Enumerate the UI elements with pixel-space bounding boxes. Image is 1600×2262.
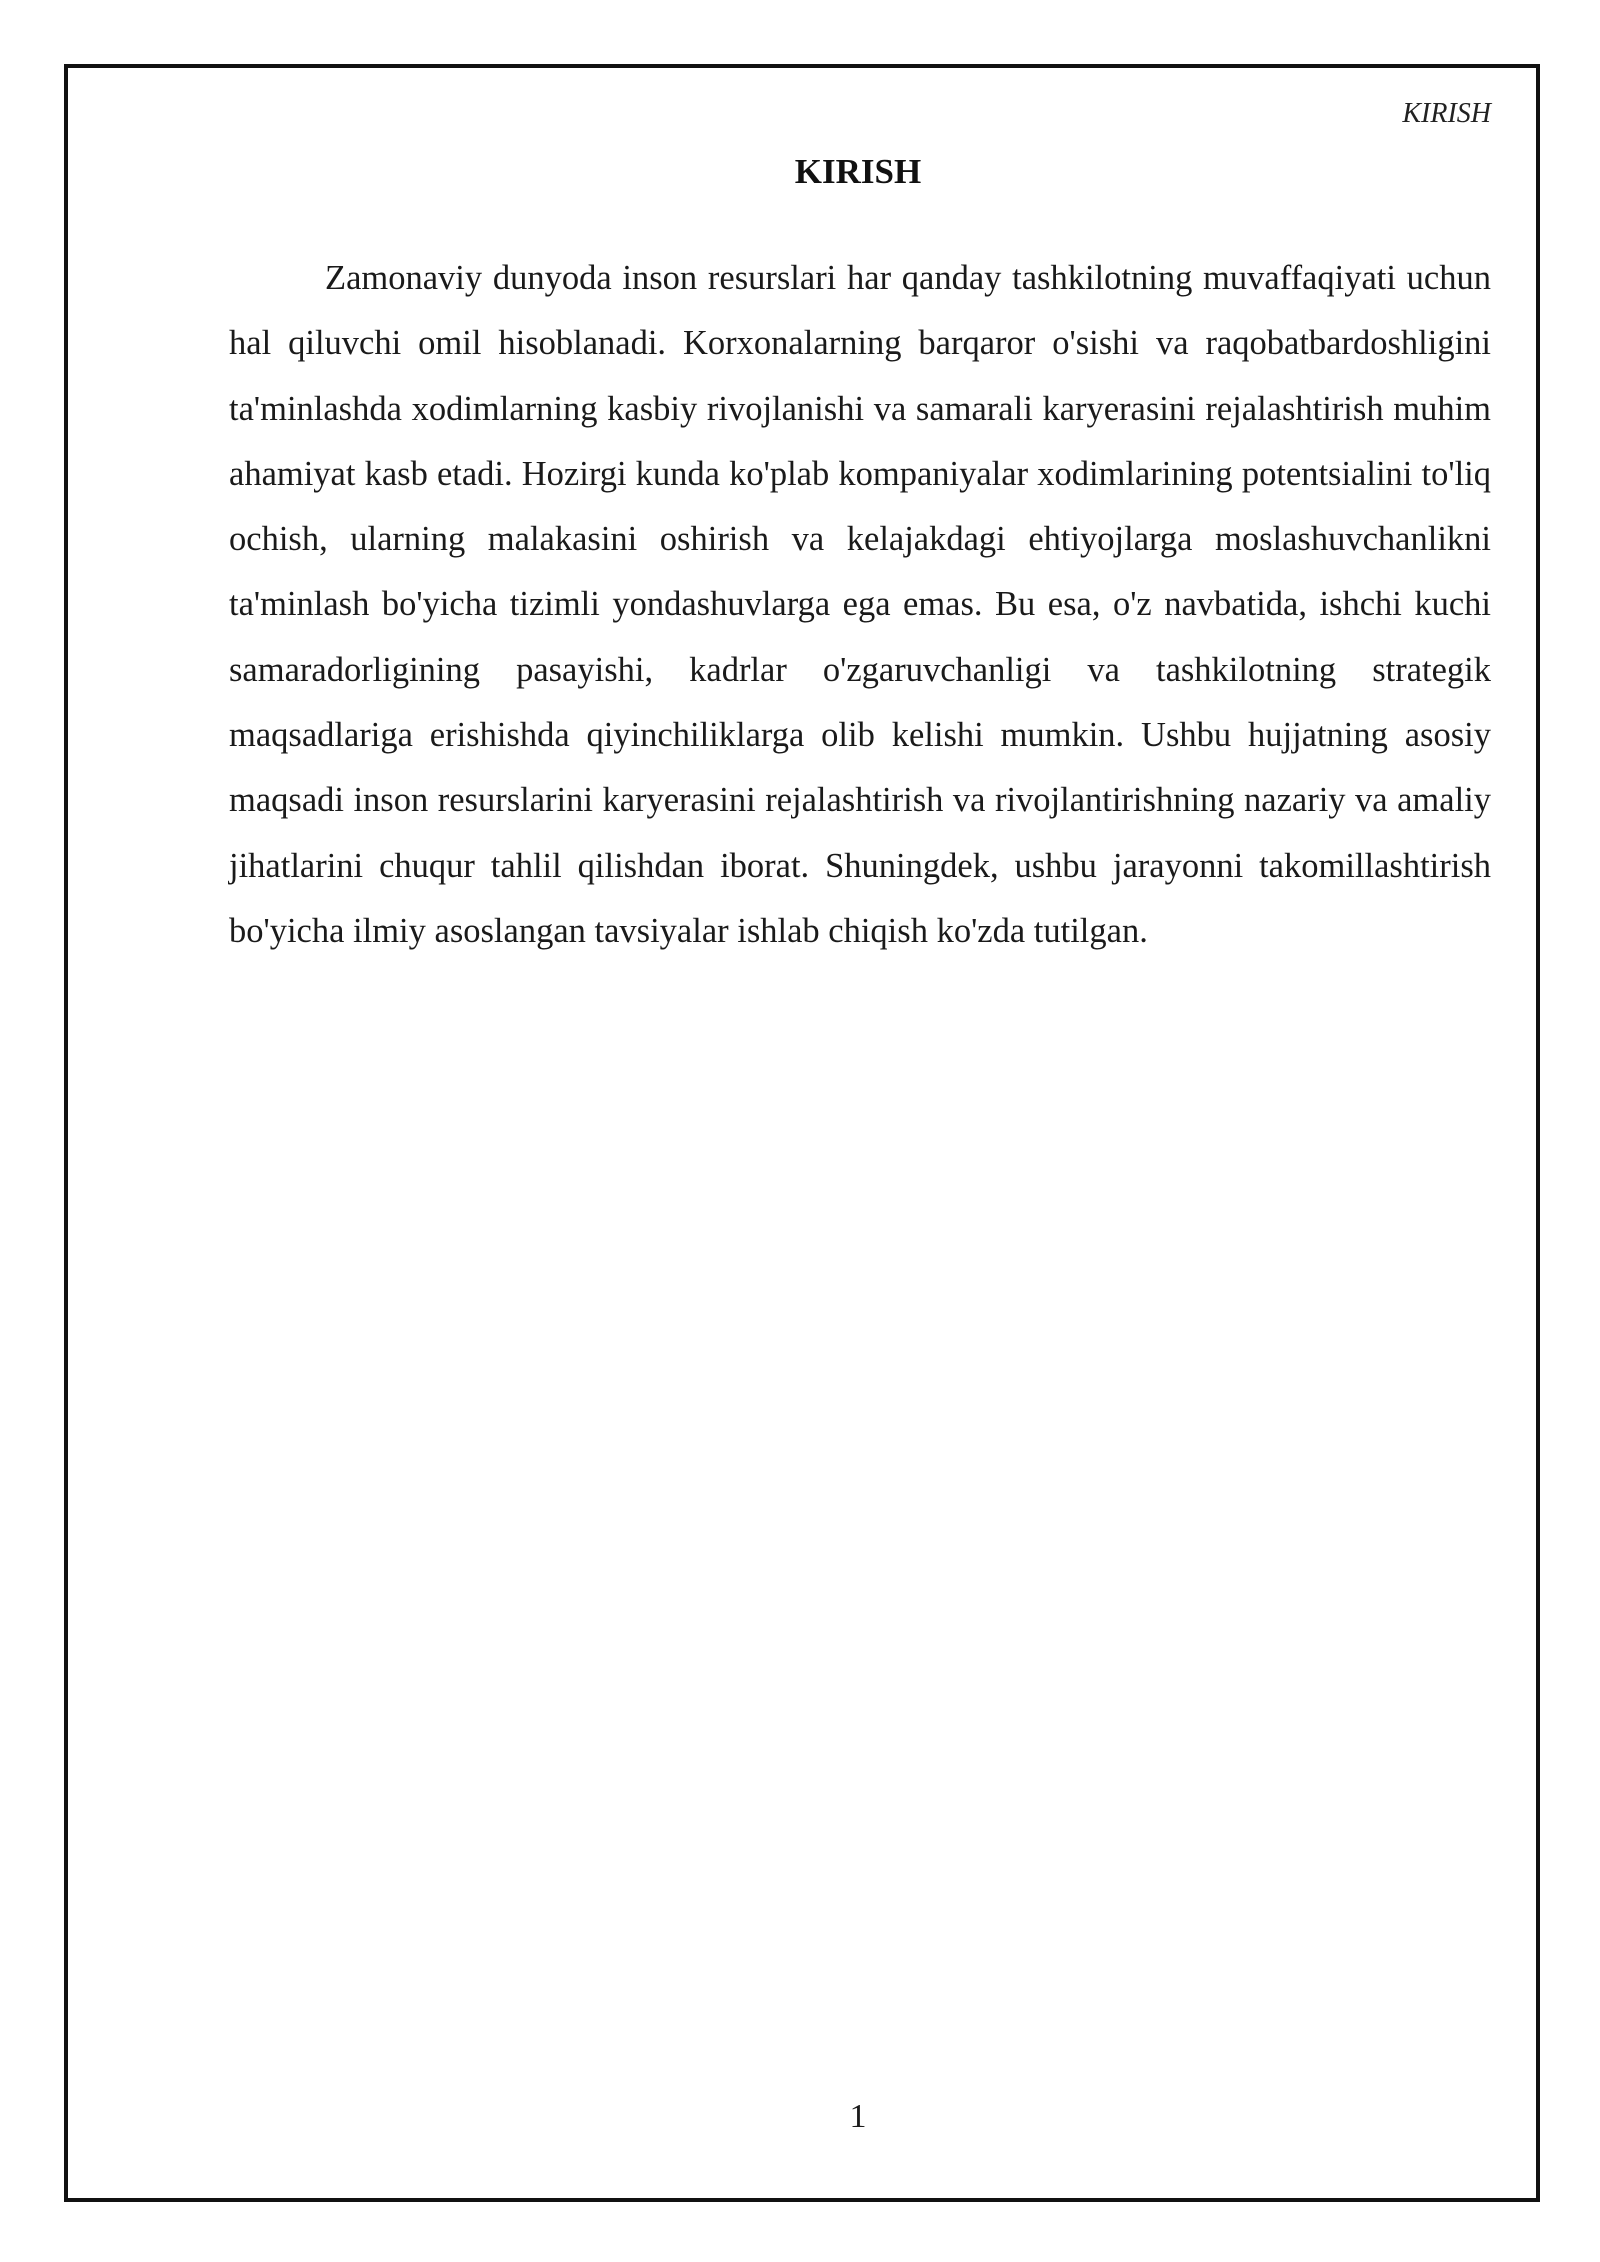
running-header: KIRISH: [1402, 98, 1491, 129]
page-number: 1: [849, 2098, 867, 2135]
body-paragraph: Zamonaviy dunyoda inson resurslari har qanday tashkilotning muvaffaqiyati uchun hal qiluvchi omil hisoblanadi. Korxonalarning barqaror o'sishi va raqobatbardoshligini ta'minlashda xodimlarning kasbiy rivojlanishi va samarali karyerasini rejalashtirish muhim ahamiyat kasb etadi. Hozirgi kunda ko'plab kompaniyalar xodimlarining potentsialini to'liq ochish, ularning malakasini oshirish va kelajakdagi ehtiyojlarga moslashuvchanlikni ta'minlash bo'yicha tizimli yondashuvlarga ega emas. Bu esa, o'z navbatida, ishchi kuchi samaradorligining pasayishi, kadrlar o'zgaruvchanligi va tashkilotning strategik maqsadlariga erishishda qiyinchiliklarga olib kelishi mumkin. Ushbu hujjatning asosiy maqsadi inson resurslarini karyerasini rejalashtirish va rivojlantirishning nazariy va amaliy jihatlarini chuqur tahlil qilishdan iborat. Shuningdek, ushbu jarayonni takomillashtirish bo'yicha ilmiy asoslangan tavsiyalar ishlab chiqish ko'zda tutilgan.: [229, 259, 1491, 950]
document-title: KIRISH: [794, 152, 922, 191]
